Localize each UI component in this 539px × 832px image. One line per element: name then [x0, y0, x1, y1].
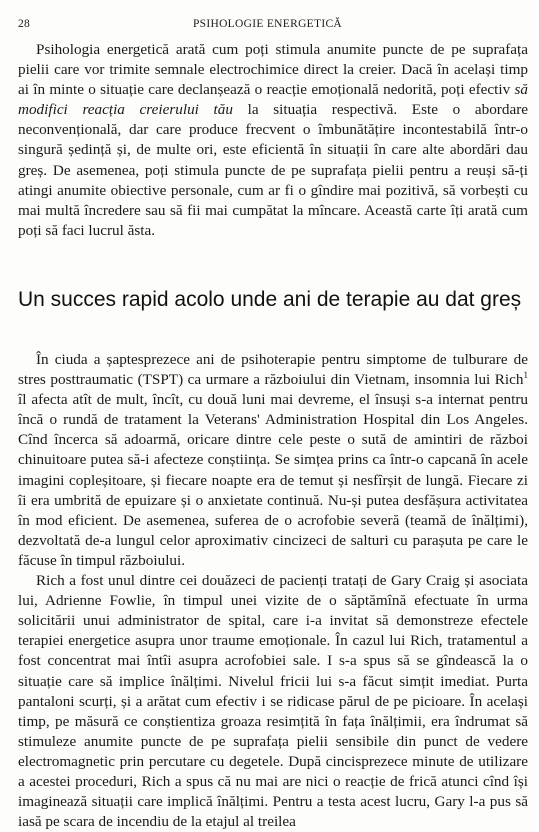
page-number: 28 — [18, 18, 31, 30]
story-p1-rest: îl afecta atît de mult, încît, cu două luni mai devreme, el însuși s-a internat pentru încă o rundă de tratament la Veterans' Administration Hospital din Los Angeles. Cînd încerca să adoarmă, oricare dintre cele peste o sută de amintiri de război chinuitoare putea să-i afecteze conștiința. Se simțea prins ca într-o capcană în acele imagini copleșitoare, și fiecare noapte era de temut și nesfîrșit de lungă. Fiecare zi îi era umbrită de epuizare și o anxietate continuă. Nu-și putea desfășura activitatea în mod eficient. De asemenea, suferea de o acrofobie severă (teamă de înălțimi), dezvoltată de-a lungul celor aproximativ cincizeci de salturi cu parașuta pe care le făcuse în timpul războiului. — [18, 391, 528, 569]
intro-paragraph — [18, 40, 528, 241]
running-head — [18, 18, 517, 30]
running-head-title: PSIHOLOGIE ENERGETICĂ — [192, 18, 343, 30]
story-paragraph-2: Rich a fost unul dintre cei douăzeci de pacienți tratați de Gary Craig și asociata lui, Adrienne Fowlie, în timpul unei vizite de o săptămînă efectuate în urma solicitării unui administrator de spital, care i-a invitat să demonstreze efectele terapiei energetice asupra unor traume emoționale. În cazul lui Rich, tratamentul a fost concentrat mai întîi asupra acrofobiei sale. I s-a spus să se gîndească la o situație care să implice înălțimi. Nivelul fricii lui s-a făcut simțit imediat. Purta pantaloni scurți, și a arătat cum efectiv i se ridicase părul de pe picioare. În același timp, pe măsură ce conștientiza groaza resimțită în fața înălțimii, era îndrumat să stimuleze anumite puncte de pe suprafața pielii sensibile din punct de vedere electromagnetic prin percutare cu degetele. După cincisprezece minute de utilizare a acestei proceduri, Rich a spus că nu mai are nici o reacție de frică atunci cînd își imaginează situații care implică înălțimi. Pentru a testa acest lucru, Gary l-a pus să iasă pe scara de incendiu de la etajul al treilea — [18, 572, 528, 831]
story-block — [18, 350, 528, 832]
footnote-marker[interactable]: 1 — [523, 370, 528, 381]
intro-text-start: Psihologia energetică arată cum poți stimula anumite puncte de pe suprafața pielii care vor trimite semnale electrochimice direct la creier. Dacă în același timp ai în minte o situație care declanșează o reacție emoțională nedorită, poți efectiv — [18, 41, 528, 99]
story-paragraph-1 — [18, 350, 528, 571]
intro-text-end: la situația respectivă. Este o abordare neconvențională, dar care produce frecvent o îmbunătățire incontestabilă într-o singură ședință și, de multe ori, este eficientă în situații în care alte abordări dau greș. De asemenea, poți stimula puncte de pe suprafața pielii pentru a reuși să-ți atingi anumite obiective personale, cum ar fi o gîndire mai pozitivă, să vorbești cu mai multă încredere sau să fii mai cumpătat la mîncare. Această carte îți arată cum poți să faci lucrul ăsta. — [18, 101, 528, 239]
intro-paragraph-block — [18, 40, 528, 241]
story-p1-start: În ciuda a șaptesprezece ani de psihoterapie pentru simptome de tulburare de stres posttraumatic (TSPT) ca urmare a războiului din Vietnam, insomnia lui Rich — [18, 351, 528, 389]
section-heading: Un succes rapid acolo unde ani de terapie au dat greș — [18, 288, 522, 311]
intro-emphasis: să modifici reacția creierului tău — [18, 81, 528, 119]
